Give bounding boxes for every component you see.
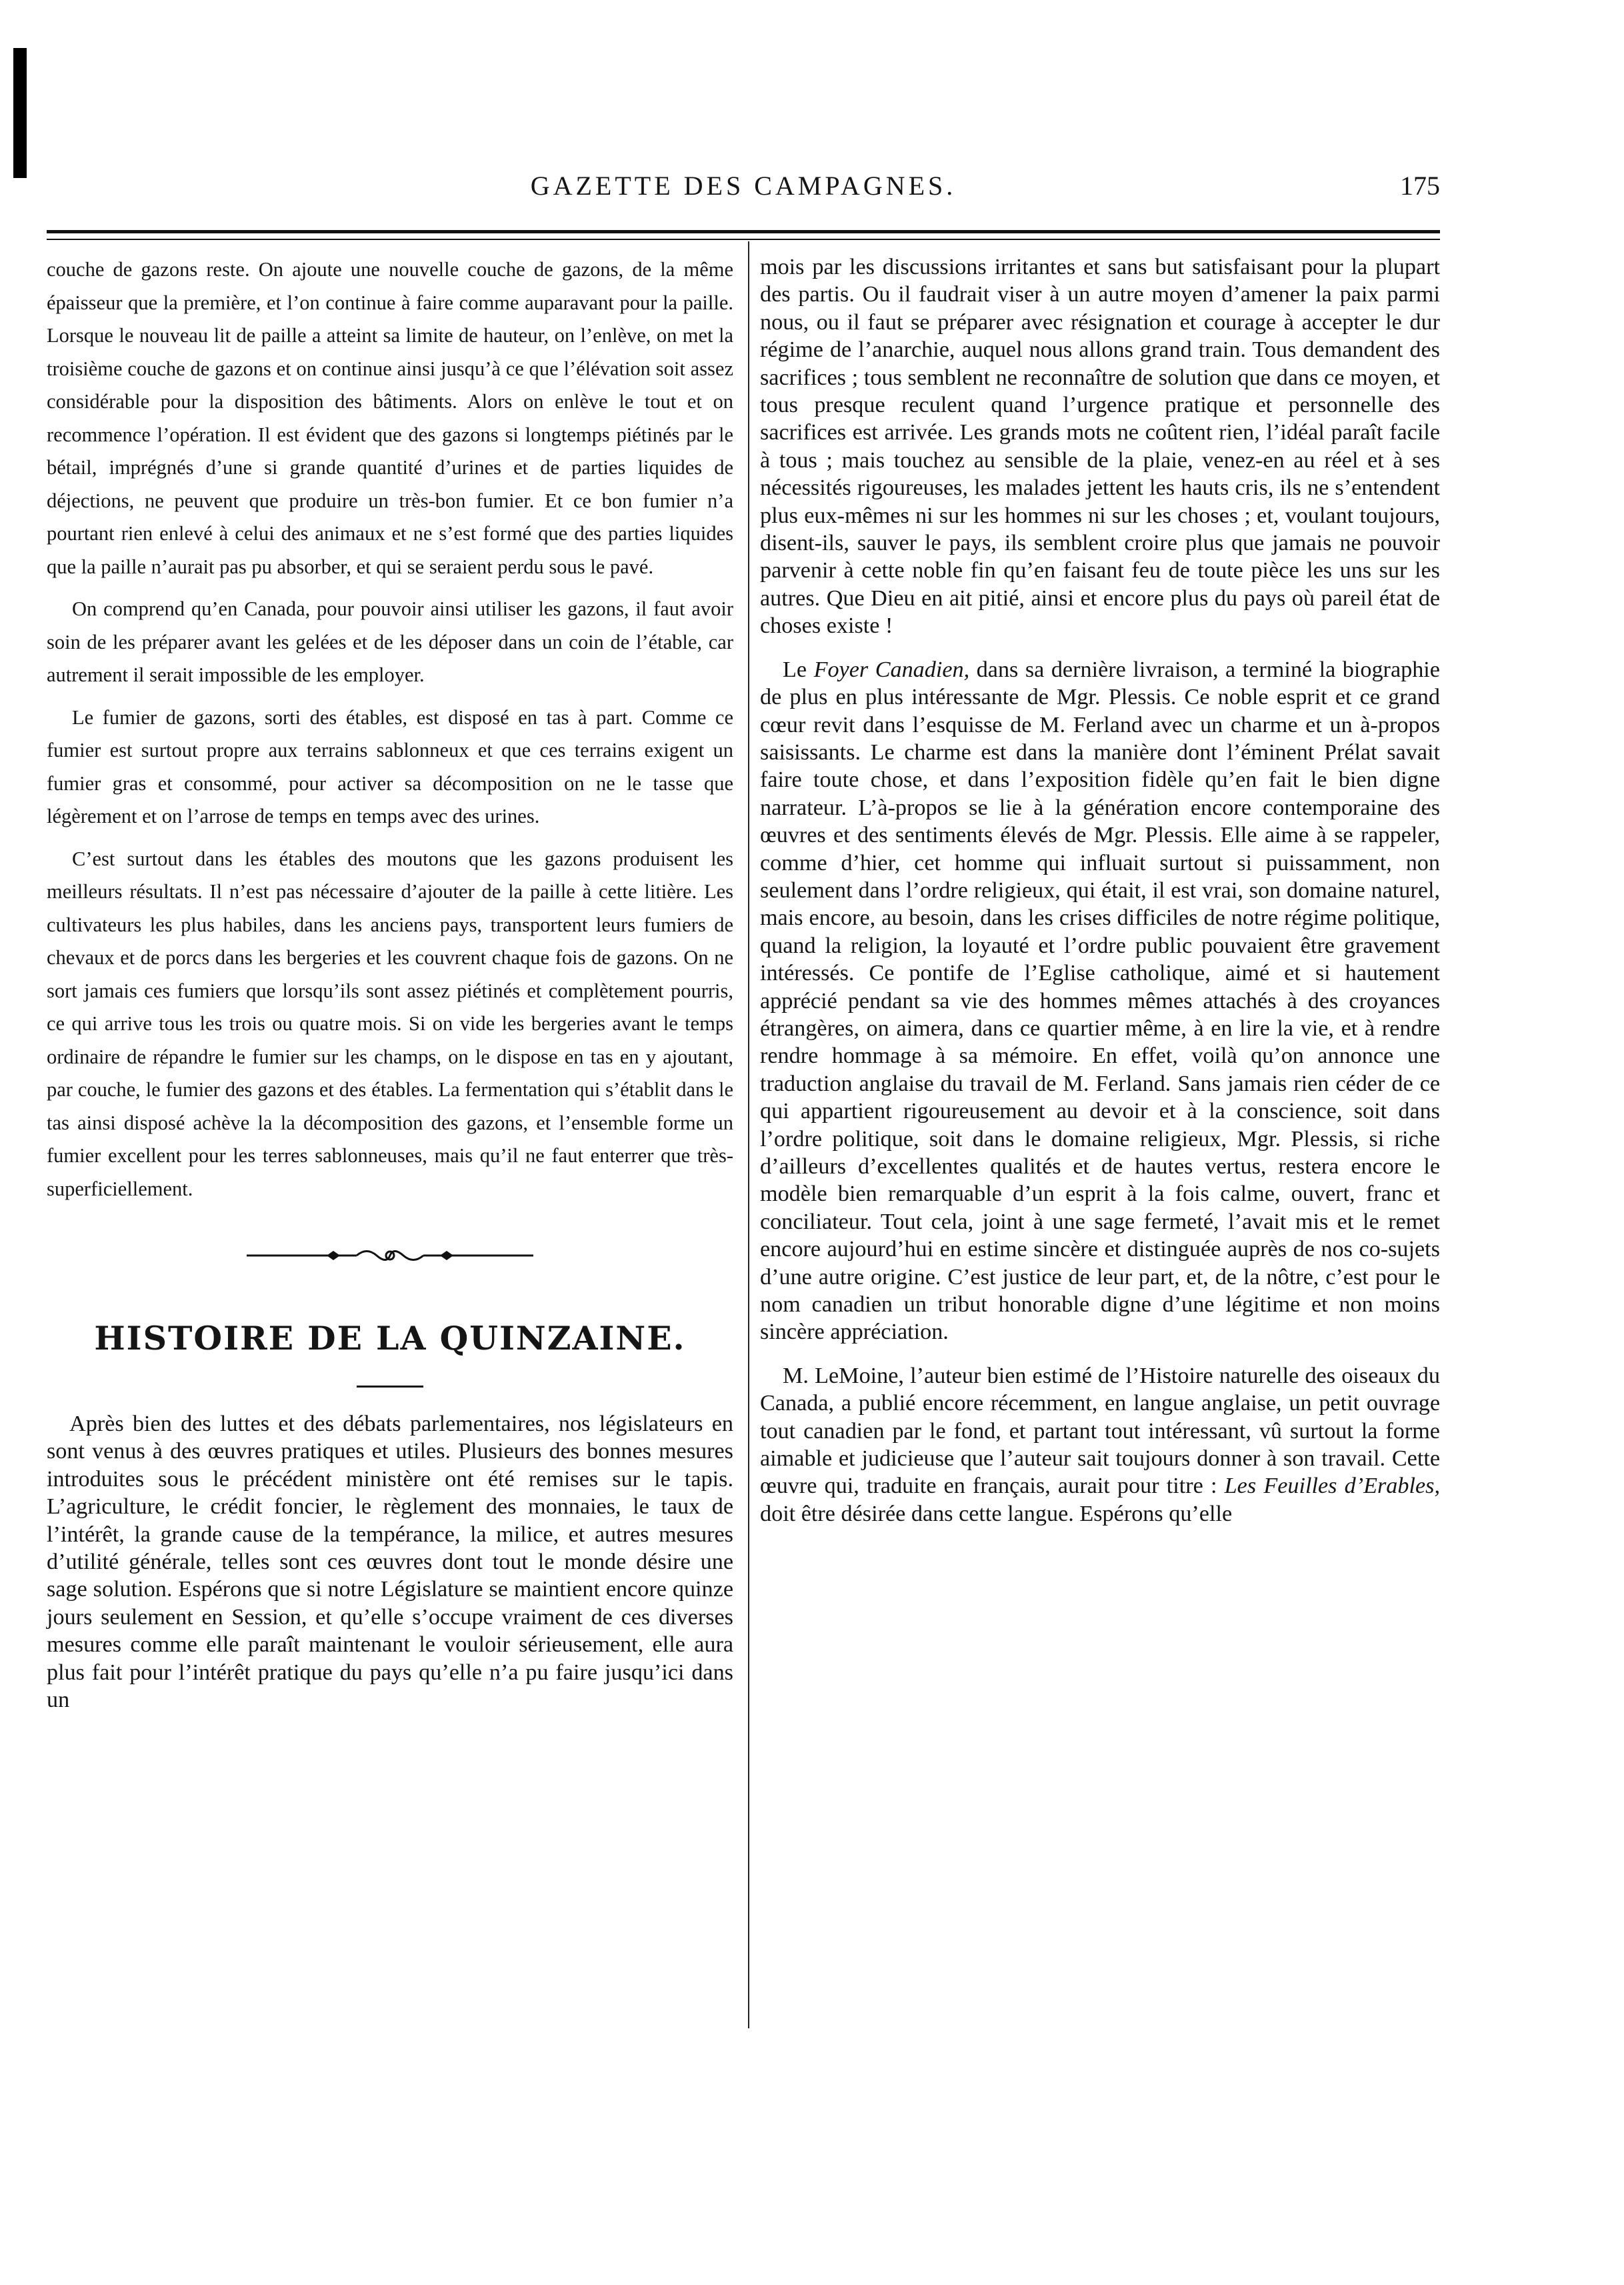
- right-column: [760, 253, 1440, 1530]
- left-column: [47, 253, 733, 1730]
- running-head: [47, 170, 1440, 210]
- paragraph: Le fumier de gazons, sorti des étables, est disposé en tas à part. Comme ce fumier est surtout propre aux terrains sablonneux et que ces terrains exigent un fumier gras et consommé, pour activer sa décomposition on ne le tasse que légèrement et on l’arrose de temps en temps avec des urines.: [47, 705, 733, 827]
- text-run: doit être désirée dans cette langue. Espérons qu’elle: [760, 1501, 1233, 1526]
- page-header-title: GAZETTE DES CAMPAGNES.: [530, 171, 957, 201]
- header-rule-thin: [47, 239, 1440, 240]
- histoire-article: [47, 1410, 733, 1714]
- ornamental-divider: [247, 1244, 533, 1267]
- paragraph: [760, 1362, 1440, 1528]
- text-run: Le: [783, 657, 814, 682]
- ornament-flourish-icon: [247, 1244, 533, 1267]
- text-run: dans sa dernière livraison, a terminé la biographie de plus en plus intéressante de Mgr. Plessis. Ce noble esprit et ce grand cœur revit dans l’esquisse de M. Ferland avec un charme et un à-propos saisissants. Le charme est dans la manière dont l’éminent Prélat savait faire toute chose, et dans l’exposition fidèle qu’en fait le bien digne narrateur. L’à-propos se lie à la génération encore contemporaine des œuvres et des sentiments élevés de Mgr. Plessis. Elle aime à se rappeler, comme d’hier, cet homme qui influait surtout si puissamment, non seulement dans l’ordre religieux, qui était, il est vrai, son domaine naturel, mais encore, au besoin, dans les crises difficiles de notre régime politique, quand la religion, la loyauté et l’ordre public pouvaient être gravement intéressés. Ce pontife de l’Eglise catholique, aimé et si hautement apprécié pendant sa vie des hommes mêmes attachés à des croyances étrangères, on aimera, dans ce quartier même, à en lire la vie, et à rendre rendre hommage à sa mémoire. En effet, voilà qu’on annonce une traduction anglaise du travail de M. Ferland. Sans jamais rien céder de ce qui appartient rigoureusement au devoir et à la conscience, soit dans l’ordre politique, soit dans le domaine religieux, Mgr. Plessis, si riche d’ailleurs d’excellentes qualités et de hautes vertus, restera encore le modèle bien remarquable d’un esprit à la fois calme, ouvert, franc et conciliateur. Tout cela, joint à une sage fermeté, l’avait mis et le remet encore aujourd’hui en estime sincère et distinguée auprès de nos co-sujets d’une autre origine. C’est justice de leur part, et, de la nôtre, c’est pour le nom canadien un tribut honorable digne d’une légitime et non moins sincère appréciation.: [760, 657, 1440, 1345]
- paragraph: Après bien des luttes et des débats parlementaires, nos législateurs en sont venus à des œuvres pratiques et utiles. Plusieurs des bonnes mesures introduites sous le précédent ministère ont été remises sur le tapis. L’agriculture, le crédit foncier, le règlement des monnaies, le taux de l’intérêt, la grande cause de la tempérance, la milice, et autres mesures d’utilité générale, telles sont ces œuvres dont tout le monde désire une sage solution. Espérons que si notre Législature se maintient encore quinze jours seulement en Session, et qu’elle s’occupe vraiment de ces diverses mesures comme elle paraît maintenant le vouloir sérieusement, elle aura plus fait pour l’intérêt pratique du pays qu’elle n’a pu faire jusqu’ici dans un: [47, 1412, 733, 1713]
- scan-edge-mark: [13, 48, 27, 178]
- paragraph: couche de gazons reste. On ajoute une nouvelle couche de gazons, de la même épaisseur que la première, et l’on continue à faire comme auparavant pour la paille. Lorsque le nouveau lit de paille a atteint sa limite de hauteur, on l’enlève, on met la troisième couche de gazons et on continue ainsi jusqu’à ce que l’élévation soit assez considérable pour la disposition des bâtiments. Alors on enlève le tout et on recommence l’opération. Il est évident que des gazons si longtemps piétinés par le bétail, imprégnés d’une si grande quantité d’urines et de parties liquides de déjections, ne peuvent que produire un très-bon fumier. Et ce bon fumier n’a pourtant rien enlevé à celui des animaux et ne s’est formé que des parties liquides que la paille n’aurait pas pu absorber, et qui se seraient perdu sous le pavé.: [47, 258, 733, 578]
- fumier-article: [47, 253, 733, 1206]
- paragraph: C’est surtout dans les étables des moutons que les gazons produisent les meilleurs résultats. Il n’est pas nécessaire d’ajouter de la paille à cette litière. Les cultivateurs les plus habiles, dans les anciens pays, transportent leurs fumiers de chevaux et de porcs dans les bergeries et les couvrent chaque fois de gazons. On ne sort jamais ces fumiers que lorsqu’ils sont assez piétinés et complètement pourris, ce qui arrive tous les trois ou quatre mois. Si on vide les bergeries avant le temps ordinaire de répandre le fumier sur les champs, on le dispose en tas en y ajoutant, par couche, le fumier des gazons et des étables. La fermentation qui s’établit dans le tas ainsi disposé achève la la décomposition des gazons, et l’ensemble forme un fumier excellent pour les terres sablonneuses, mais qu’il ne faut enterrer que très-superficiellement.: [47, 847, 733, 1200]
- heading-underline: [357, 1386, 423, 1388]
- text-run: M. LeMoine, l’auteur bien estimé de l’Histoire naturelle des oiseaux du Canada, a publié encore récemment, en langue anglaise, un petit ouvrage tout canadien par le fond, et partant tout intéressant, vû surtout la forme aimable et judicieuse que l’auteur sait toujours donner à son travail. Cette œuvre qui, traduite en français, aurait pour titre :: [760, 1363, 1440, 1499]
- page-number: 175: [1400, 171, 1440, 201]
- book-title: Les Feuilles d’Erables,: [1224, 1474, 1440, 1499]
- section-heading: HISTOIRE DE LA QUINZAINE.: [94, 1319, 686, 1358]
- paragraph: On comprend qu’en Canada, pour pouvoir ainsi utiliser les gazons, il faut avoir soin de les préparer avant les gelées et de les déposer dans un coin de l’étable, car autrement il serait impossible de les employer.: [47, 597, 733, 686]
- publication-title: Foyer Canadien,: [813, 657, 970, 682]
- paragraph: [760, 656, 1440, 1346]
- column-divider: [748, 241, 749, 2028]
- paragraph: mois par les discussions irritantes et sans but satisfaisant pour la plupart des partis. Ou il faudrait viser à un autre moyen d’amener la paix parmi nous, ou il faut se préparer avec résignation et courage à accepter le dur régime de l’anarchie, auquel nous allons grand train. Tous demandent des sacrifices ; tous semblent ne reconnaître de solution que dans ce moyen, et tous presque reculent quand l’urgence pratique et personnelle des sacrifices est arrivée. Les grands mots ne coûtent rien, l’idéal paraît facile à tous ; mais touchez au sensible de la plaie, venez-en au réel et à ses nécessités rigoureuses, les malades jettent les hauts cris, ils ne s’entendent plus eux-mêmes ni sur les hommes ni sur les choses ; et, voulant toujours, disent-ils, sauver le pays, ils semblent croire plus que jamais ne pouvoir parvenir à cette noble fin qu’en faisant feu de toute pièce les uns sur les autres. Que Dieu en ait pitié, ainsi et encore plus du pays où pareil état de choses existe !: [760, 255, 1440, 639]
- header-rule-thick: [47, 230, 1440, 233]
